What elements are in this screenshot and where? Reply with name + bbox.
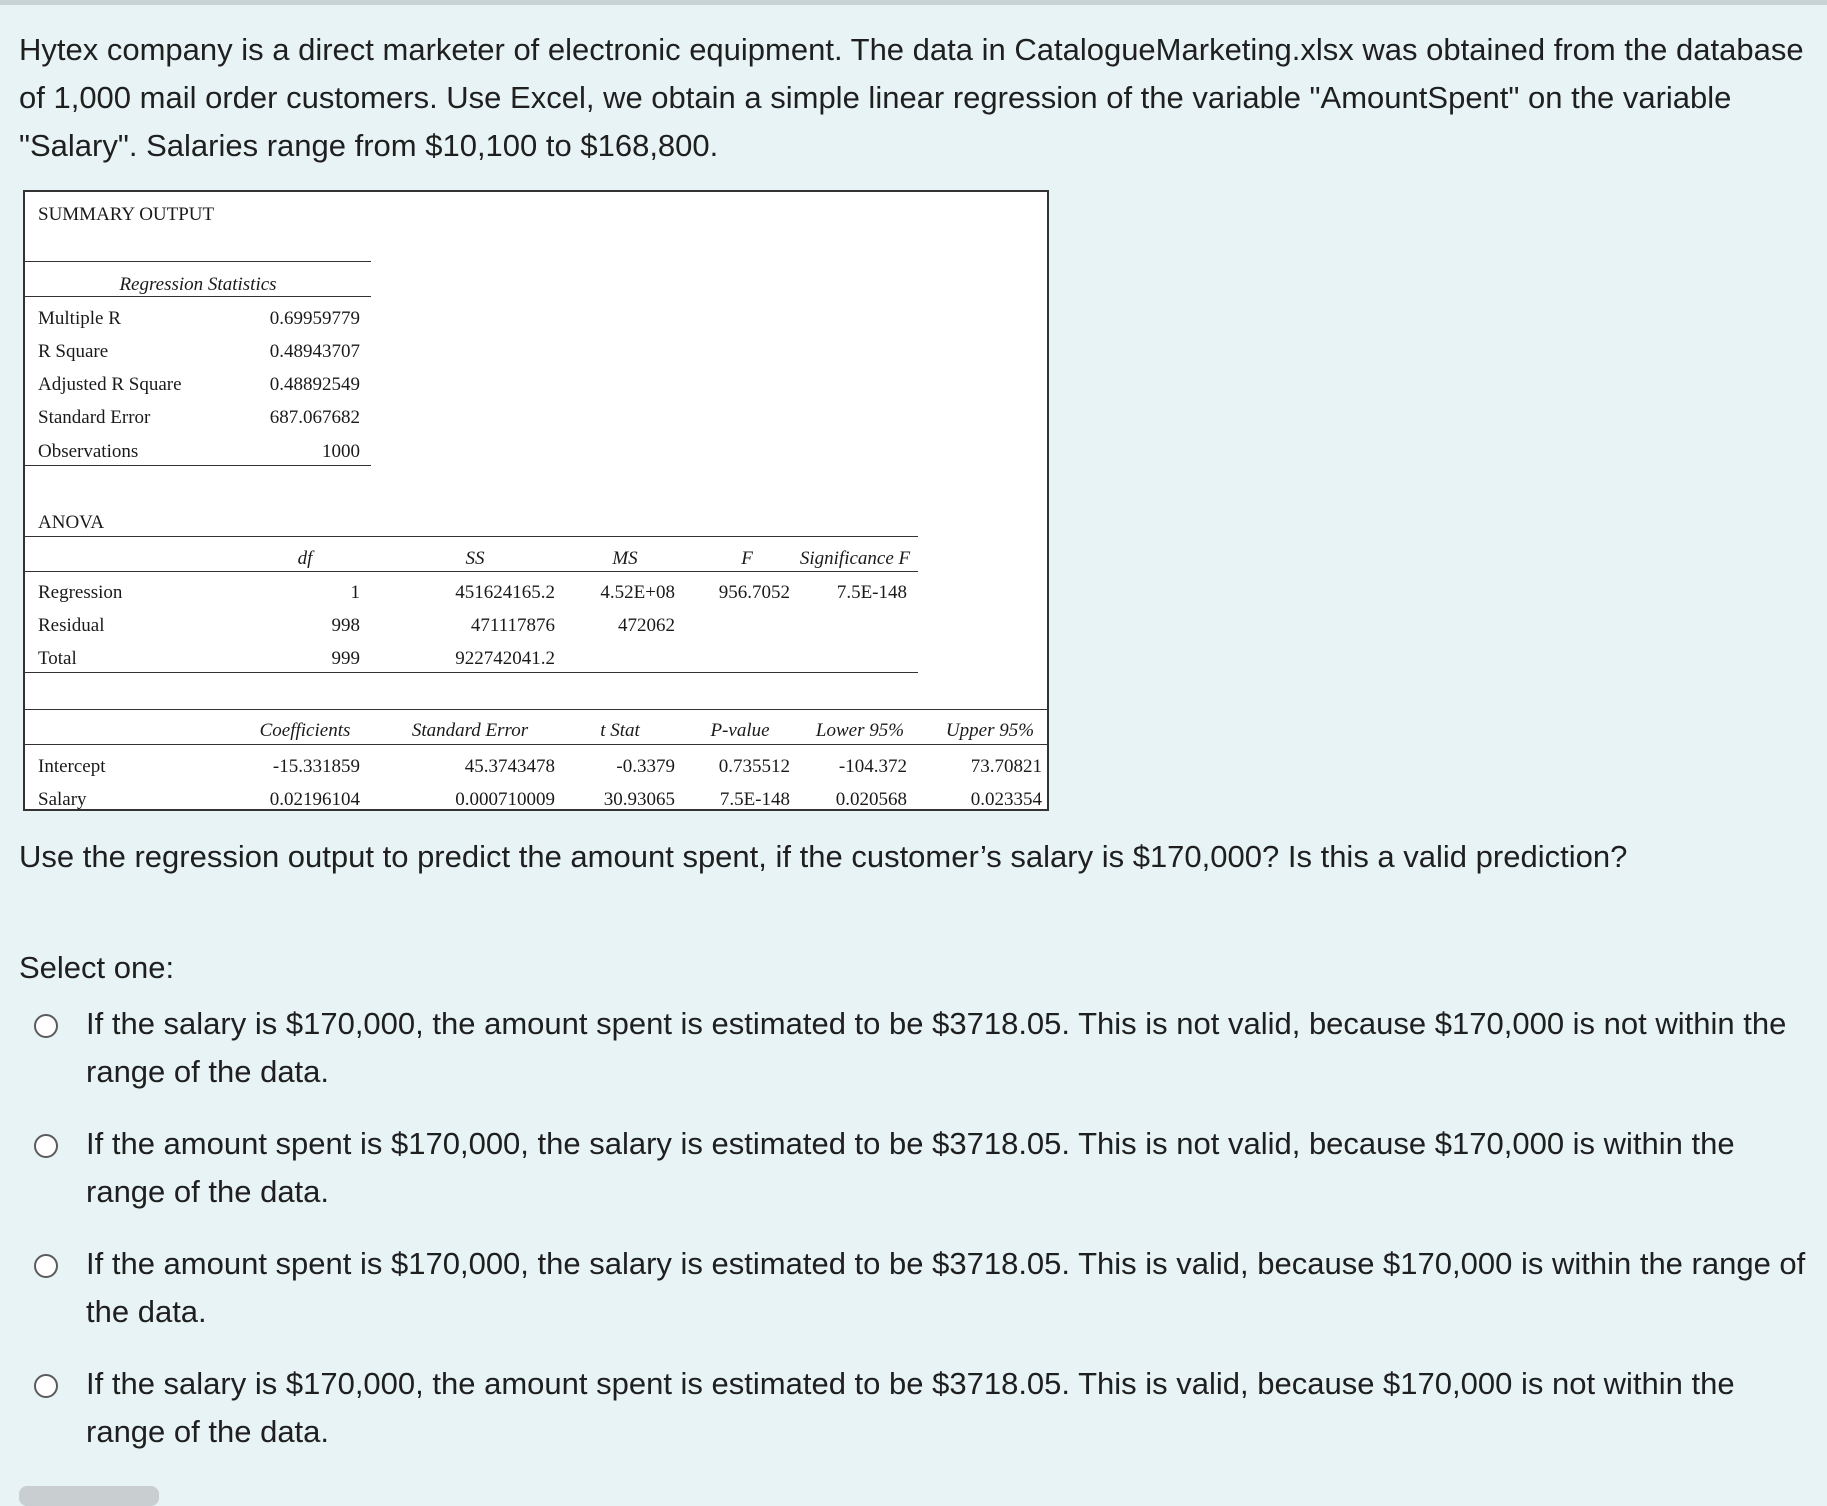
question-text: Use the regression output to predict the amount spent, if the customer’s salary is $170,000? Is this a valid prediction? <box>19 839 1628 874</box>
regression-statistics-title: Regression Statistics <box>119 274 277 295</box>
coef-row-label: Intercept <box>38 756 106 777</box>
anova-row-label: Regression <box>38 582 123 603</box>
radio-button[interactable] <box>34 1014 58 1038</box>
anova-header: F <box>741 548 753 569</box>
anova-row-label: Residual <box>38 615 105 636</box>
anova-cell: 471117876 <box>470 615 555 636</box>
regression-summary-output <box>23 190 1049 811</box>
coef-header: Coefficients <box>259 720 351 741</box>
stat-value: 0.48892549 <box>269 374 360 395</box>
answer-option-text[interactable]: If the amount spent is $170,000, the salary is estimated to be $3718.05. This is not valid, because $170,000 is within the range of the data. <box>86 1126 1735 1209</box>
coef-header: Standard Error <box>411 720 529 741</box>
select-one-label: Select one: <box>19 950 175 985</box>
stat-value: 1000 <box>322 441 360 462</box>
stat-label: R Square <box>38 341 109 362</box>
radio-button[interactable] <box>34 1254 58 1278</box>
anova-cell: 1 <box>350 582 360 603</box>
answer-option-text[interactable]: If the salary is $170,000, the amount spent is estimated to be $3718.05. This is valid, because $170,000 is not within the range of the data. <box>86 1366 1735 1449</box>
anova-header: SS <box>465 548 485 569</box>
top-bar <box>0 0 1827 5</box>
anova-cell: 472062 <box>618 615 675 636</box>
coef-header: Upper 95% <box>945 720 1035 741</box>
anova-title: ANOVA <box>38 512 105 533</box>
coef-cell: 0.000710009 <box>455 789 555 810</box>
coef-cell: 7.5E-148 <box>719 789 790 810</box>
stat-value: 0.69959779 <box>269 308 360 329</box>
bottom-button-edge[interactable] <box>19 1486 159 1506</box>
coef-cell: 30.93065 <box>603 789 675 810</box>
anova-header: MS <box>612 548 638 569</box>
answer-option-text[interactable]: If the salary is $170,000, the amount spent is estimated to be $3718.05. This is not valid, because $170,000 is not within the range of the data. <box>86 1006 1787 1089</box>
coef-cell: -104.372 <box>838 756 907 777</box>
coef-header: P-value <box>710 720 770 741</box>
coef-cell: -0.3379 <box>616 756 675 777</box>
anova-cell: 956.7052 <box>718 582 790 603</box>
coef-cell: -15.331859 <box>272 756 360 777</box>
radio-button[interactable] <box>34 1134 58 1158</box>
anova-header: df <box>297 548 313 569</box>
anova-row-label: Total <box>38 648 77 669</box>
answer-option-text[interactable]: If the amount spent is $170,000, the salary is estimated to be $3718.05. This is valid, because $170,000 is within the range of the data. <box>86 1246 1806 1329</box>
stat-label: Observations <box>38 441 139 462</box>
anova-cell: 999 <box>331 648 360 669</box>
anova-cell: 7.5E-148 <box>836 582 907 603</box>
coef-cell: 0.020568 <box>835 789 907 810</box>
anova-cell: 451624165.2 <box>455 582 555 603</box>
summary-title: SUMMARY OUTPUT <box>38 204 215 225</box>
anova-cell: 4.52E+08 <box>600 582 675 603</box>
coef-cell: 0.02196104 <box>269 789 360 810</box>
coef-cell: 73.70821 <box>970 756 1042 777</box>
stat-label: Adjusted R Square <box>38 374 182 395</box>
coef-cell: 0.735512 <box>718 756 790 777</box>
question-intro: Hytex company is a direct marketer of electronic equipment. The data in CatalogueMarketing.xlsx was obtained from the database of 1,000 mail order customers. Use Excel, we obtain a simple linear regression of the variable "AmountSpent" on the variable "Salary". Salaries range from $10,100 to $168,800. <box>19 32 1804 163</box>
radio-button[interactable] <box>34 1374 58 1398</box>
coef-row-label: Salary <box>38 789 87 810</box>
stat-label: Multiple R <box>38 308 121 329</box>
coef-cell: 0.023354 <box>970 789 1042 810</box>
coef-header: Lower 95% <box>815 720 905 741</box>
coef-cell: 45.3743478 <box>464 756 555 777</box>
stat-value: 0.48943707 <box>269 341 360 362</box>
anova-cell: 922742041.2 <box>455 648 555 669</box>
stat-label: Standard Error <box>38 407 151 428</box>
anova-header: Significance F <box>799 548 911 569</box>
anova-cell: 998 <box>331 615 360 636</box>
stat-value: 687.067682 <box>269 407 360 428</box>
coef-header: t Stat <box>600 720 640 741</box>
